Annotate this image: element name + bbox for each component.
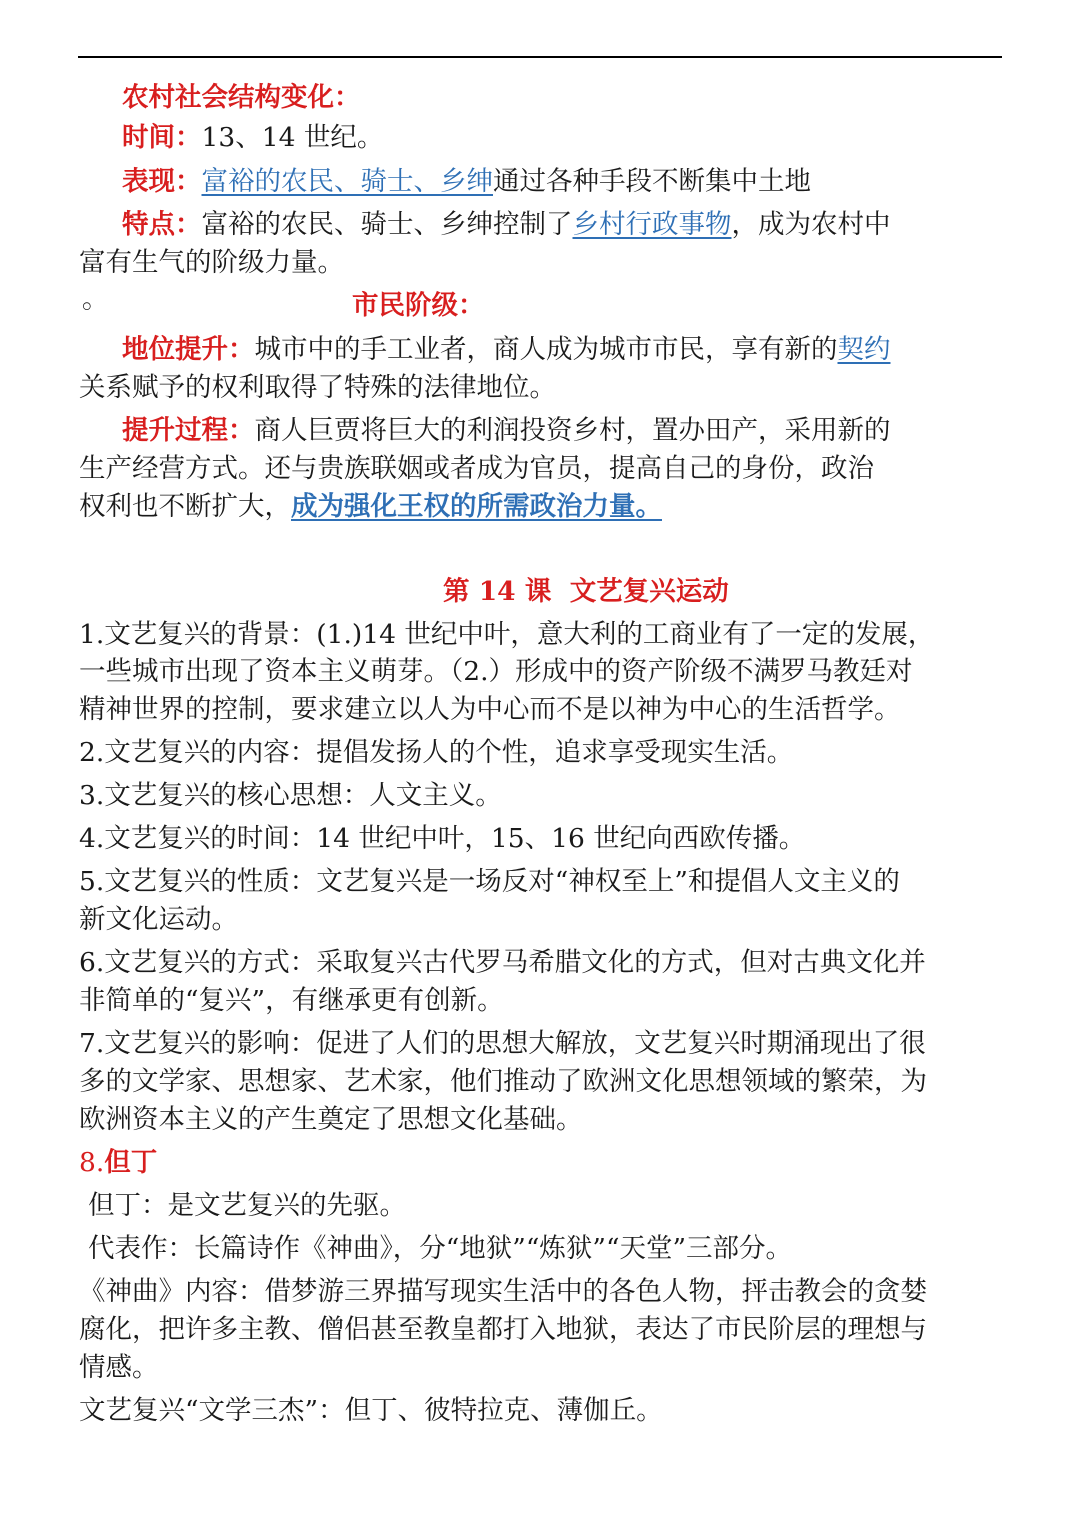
lesson-line xyxy=(79,654,913,690)
lesson-line-text: 4.文艺复兴的时间：14 世纪中叶，15、16 世纪向西欧传播。 xyxy=(79,823,806,854)
dante-line-text: 代表作：长篇诗作《神曲》，分“地狱”“炼狱”“天堂”三部分。 xyxy=(88,1233,793,1264)
dante-line-text: 《神曲》内容：借梦游三界描写现实生活中的各色人物，抨击教会的贪婪 xyxy=(79,1276,927,1307)
time-text: 13、14 世纪。 xyxy=(201,122,384,153)
feature-line-2 xyxy=(79,245,344,281)
show-line xyxy=(122,164,811,200)
dante-line-text: 但丁：是文艺复兴的先驱。 xyxy=(88,1190,406,1221)
lesson-line-text: 精神世界的控制，要求建立以人为中心而不是以神为中心的生活哲学。 xyxy=(79,694,901,725)
status-link[interactable]: 契约 xyxy=(837,334,891,365)
dante-line xyxy=(88,1188,406,1224)
item-8-heading xyxy=(79,1145,157,1181)
citizen-heading-text: 市民阶级： xyxy=(352,290,485,321)
dante-line-text: 腐化，把许多主教、僧侣甚至教皇都打入地狱，表达了市民阶层的理想与 xyxy=(79,1314,927,1345)
lesson-line-text: 3.文艺复兴的核心思想：人文主义。 xyxy=(79,780,502,811)
lesson-line-text: 6.文艺复兴的方式：采取复兴古代罗马希腊文化的方式，但对古典文化并 xyxy=(79,947,926,978)
lesson-line xyxy=(79,617,934,653)
lesson-line xyxy=(79,945,926,981)
feature-line xyxy=(122,207,891,243)
status-label: 地位提升： xyxy=(122,334,255,365)
feature-label: 特点： xyxy=(122,209,202,240)
dante-line xyxy=(79,1393,663,1429)
feature-link[interactable]: 乡村行政事物 xyxy=(572,209,732,240)
dante-line-text: 情感。 xyxy=(79,1352,159,1383)
process-text-2: 生产经营方式。还与贵族联姻或者成为官员，提高自己的身份，政治 xyxy=(79,453,874,484)
time-line xyxy=(122,120,383,156)
lesson-line xyxy=(79,902,238,938)
lesson-line-text: 一些城市出现了资本主义萌芽。（2.）形成中的资产阶级不满罗马教廷对 xyxy=(79,656,913,687)
status-text-1: 城市中的手工业者，商人成为城市市民，享有新的 xyxy=(254,334,838,365)
lesson-title-text: 第 14 课 文艺复兴运动 xyxy=(443,576,729,607)
status-line xyxy=(122,332,891,368)
process-text-1: 商人巨贾将巨大的利润投资乡村，置办田产，采用新的 xyxy=(254,415,891,446)
lesson-line xyxy=(79,735,793,771)
item-8-number: 8. xyxy=(79,1147,105,1178)
show-text: 通过各种手段不断集中土地 xyxy=(493,166,811,197)
process-line xyxy=(122,413,891,449)
dante-line-text: 文艺复兴“文学三杰”：但丁、彼特拉克、薄伽丘。 xyxy=(79,1395,663,1426)
process-text-3: 权利也不断扩大， xyxy=(79,491,291,522)
lesson-line xyxy=(79,821,805,857)
dante-line xyxy=(79,1350,159,1386)
process-link[interactable]: 成为强化王权的所需政治力量。 xyxy=(291,491,662,522)
lesson-line xyxy=(79,778,502,814)
lesson-title xyxy=(443,574,729,610)
dante-line xyxy=(79,1274,927,1310)
lesson-line-text: 非简单的“复兴”，有继承更有创新。 xyxy=(79,985,504,1016)
dante-line xyxy=(88,1231,792,1267)
process-line-2 xyxy=(79,451,874,487)
lesson-line-text: 新文化运动。 xyxy=(79,904,238,935)
show-link[interactable]: 富裕的农民、骑士、乡绅 xyxy=(201,166,493,197)
citizen-heading xyxy=(352,288,485,324)
time-label: 时间： xyxy=(122,122,202,153)
lesson-line xyxy=(79,692,901,728)
rural-heading-text: 农村社会结构变化： xyxy=(122,82,361,113)
lesson-line xyxy=(79,983,504,1019)
lesson-line-text: 多的文学家、思想家、艺术家，他们推动了欧洲文化思想领域的繁荣，为 xyxy=(79,1066,927,1097)
lesson-line-text: 1.文艺复兴的背景：(1.)14 世纪中叶，意大利的工商业有了一定的发展， xyxy=(79,619,935,650)
lesson-line xyxy=(79,1064,927,1100)
lesson-line xyxy=(79,1102,583,1138)
bullet-marker xyxy=(79,290,95,326)
lesson-line-text: 2.文艺复兴的内容：提倡发扬人的个性，追求享受现实生活。 xyxy=(79,737,794,768)
lesson-line-text: 欧洲资本主义的产生奠定了思想文化基础。 xyxy=(79,1104,583,1135)
feature-text-1: 富裕的农民、骑士、乡绅控制了 xyxy=(201,209,573,240)
lesson-line xyxy=(79,864,900,900)
item-8-title: 但丁 xyxy=(104,1147,158,1178)
lesson-line-text: 5.文艺复兴的性质：文艺复兴是一场反对“神权至上”和提倡人文主义的 xyxy=(79,866,900,897)
dante-line xyxy=(79,1312,927,1348)
top-rule xyxy=(78,56,1002,58)
lesson-line xyxy=(79,1026,926,1062)
feature-text-3: 富有生气的阶级力量。 xyxy=(79,247,344,278)
process-line-3 xyxy=(79,489,662,525)
bullet-glyph: ◦ xyxy=(79,292,95,323)
rural-heading xyxy=(122,80,361,116)
lesson-line-text: 7.文艺复兴的影响：促进了人们的思想大解放，文艺复兴时期涌现出了很 xyxy=(79,1028,926,1059)
show-label: 表现： xyxy=(122,166,202,197)
status-line-2 xyxy=(79,370,556,406)
process-label: 提升过程： xyxy=(122,415,255,446)
feature-text-2: ，成为农村中 xyxy=(731,209,891,240)
status-text-2: 关系赋予的权利取得了特殊的法律地位。 xyxy=(79,372,556,403)
